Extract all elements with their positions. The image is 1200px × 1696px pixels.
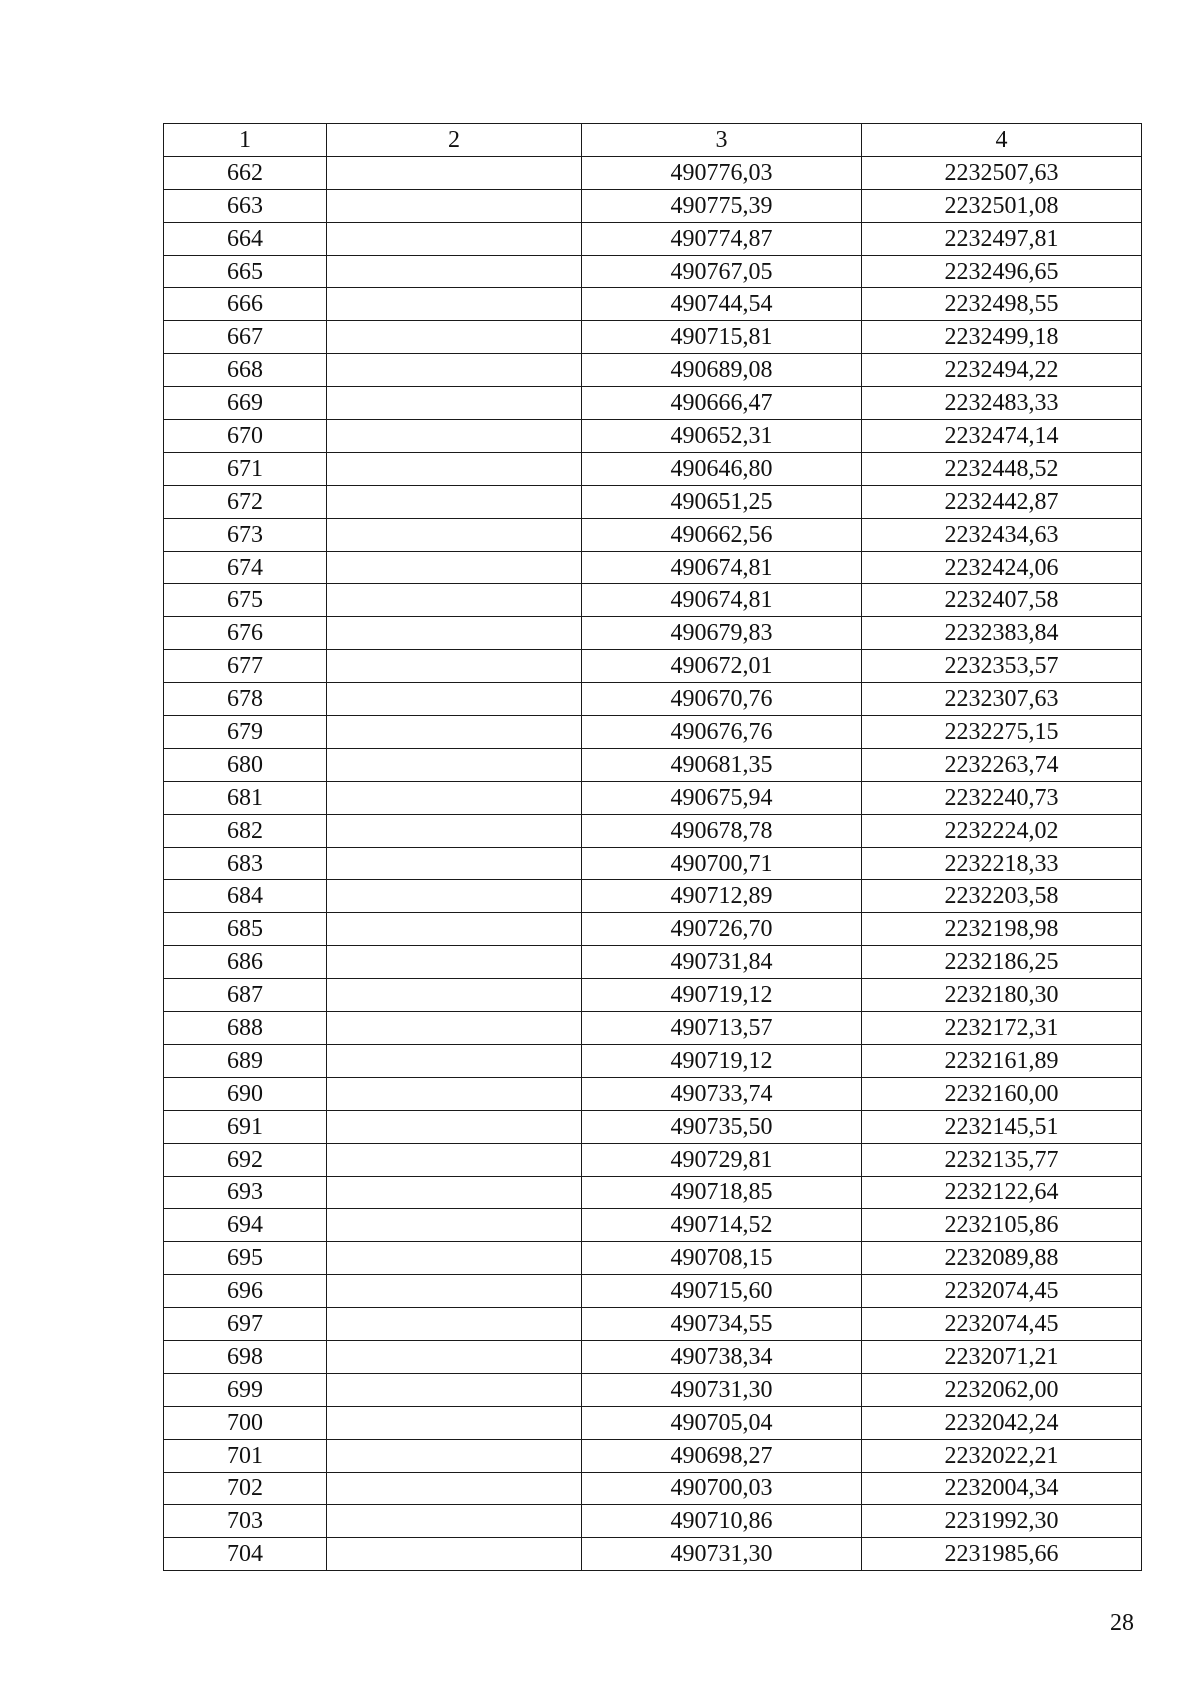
table-row (164, 420, 1142, 453)
x-coordinate-cell: 490767,05 (582, 255, 862, 288)
table-row (164, 1012, 1142, 1045)
description-cell (327, 156, 582, 189)
point-number-cell: 670 (164, 420, 327, 453)
y-coordinate-cell: 2232498,55 (862, 288, 1142, 321)
point-number-cell: 695 (164, 1242, 327, 1275)
description-cell (327, 1012, 582, 1045)
point-number-cell: 664 (164, 222, 327, 255)
point-number-cell: 693 (164, 1176, 327, 1209)
table-row (164, 1242, 1142, 1275)
x-coordinate-cell: 490651,25 (582, 485, 862, 518)
point-number-cell: 697 (164, 1308, 327, 1341)
x-coordinate-cell: 490675,94 (582, 781, 862, 814)
x-coordinate-cell: 490674,81 (582, 551, 862, 584)
x-coordinate-cell: 490718,85 (582, 1176, 862, 1209)
description-cell (327, 321, 582, 354)
x-coordinate-cell: 490776,03 (582, 156, 862, 189)
x-coordinate-cell: 490715,60 (582, 1275, 862, 1308)
x-coordinate-cell: 490705,04 (582, 1406, 862, 1439)
table-row (164, 880, 1142, 913)
table-row (164, 255, 1142, 288)
point-number-cell: 676 (164, 617, 327, 650)
table-row (164, 387, 1142, 420)
x-coordinate-cell: 490734,55 (582, 1308, 862, 1341)
y-coordinate-cell: 2232383,84 (862, 617, 1142, 650)
point-number-cell: 672 (164, 485, 327, 518)
table-row (164, 1439, 1142, 1472)
description-cell (327, 222, 582, 255)
x-coordinate-cell: 490672,01 (582, 650, 862, 683)
table-row (164, 716, 1142, 749)
table-row (164, 485, 1142, 518)
table-row (164, 1340, 1142, 1373)
description-cell (327, 847, 582, 880)
x-coordinate-cell: 490676,76 (582, 716, 862, 749)
x-coordinate-cell: 490735,50 (582, 1110, 862, 1143)
point-number-cell: 694 (164, 1209, 327, 1242)
description-cell (327, 485, 582, 518)
point-number-cell: 690 (164, 1077, 327, 1110)
table-row (164, 748, 1142, 781)
y-coordinate-cell: 2232448,52 (862, 452, 1142, 485)
y-coordinate-cell: 2232145,51 (862, 1110, 1142, 1143)
y-coordinate-cell: 2232307,63 (862, 683, 1142, 716)
y-coordinate-cell: 2232424,06 (862, 551, 1142, 584)
point-number-cell: 662 (164, 156, 327, 189)
table-row (164, 617, 1142, 650)
y-coordinate-cell: 2232004,34 (862, 1472, 1142, 1505)
table-row (164, 1176, 1142, 1209)
point-number-cell: 691 (164, 1110, 327, 1143)
x-coordinate-cell: 490646,80 (582, 452, 862, 485)
point-number-cell: 702 (164, 1472, 327, 1505)
x-coordinate-cell: 490731,30 (582, 1538, 862, 1571)
y-coordinate-cell: 2232353,57 (862, 650, 1142, 683)
table-row (164, 683, 1142, 716)
x-coordinate-cell: 490744,54 (582, 288, 862, 321)
table-row (164, 1110, 1142, 1143)
point-number-cell: 675 (164, 584, 327, 617)
description-cell (327, 1209, 582, 1242)
point-number-cell: 683 (164, 847, 327, 880)
description-cell (327, 1472, 582, 1505)
point-number-cell: 665 (164, 255, 327, 288)
table-row (164, 354, 1142, 387)
description-cell (327, 255, 582, 288)
x-coordinate-cell: 490708,15 (582, 1242, 862, 1275)
description-cell (327, 354, 582, 387)
y-coordinate-cell: 2231985,66 (862, 1538, 1142, 1571)
x-coordinate-cell: 490698,27 (582, 1439, 862, 1472)
table-row (164, 1077, 1142, 1110)
table-row (164, 1472, 1142, 1505)
point-number-cell: 682 (164, 814, 327, 847)
description-cell (327, 551, 582, 584)
description-cell (327, 1373, 582, 1406)
y-coordinate-cell: 2232161,89 (862, 1044, 1142, 1077)
x-coordinate-cell: 490715,81 (582, 321, 862, 354)
point-number-cell: 674 (164, 551, 327, 584)
x-coordinate-cell: 490666,47 (582, 387, 862, 420)
y-coordinate-cell: 2232275,15 (862, 716, 1142, 749)
x-coordinate-cell: 490712,89 (582, 880, 862, 913)
point-number-cell: 667 (164, 321, 327, 354)
x-coordinate-cell: 490679,83 (582, 617, 862, 650)
description-cell (327, 1143, 582, 1176)
y-coordinate-cell: 2232499,18 (862, 321, 1142, 354)
x-coordinate-cell: 490731,84 (582, 946, 862, 979)
column-header-2: 2 (327, 124, 582, 157)
point-number-cell: 668 (164, 354, 327, 387)
description-cell (327, 1406, 582, 1439)
point-number-cell: 685 (164, 913, 327, 946)
x-coordinate-cell: 490726,70 (582, 913, 862, 946)
table-row (164, 979, 1142, 1012)
y-coordinate-cell: 2232407,58 (862, 584, 1142, 617)
table-row (164, 321, 1142, 354)
point-number-cell: 699 (164, 1373, 327, 1406)
point-number-cell: 687 (164, 979, 327, 1012)
description-cell (327, 1176, 582, 1209)
y-coordinate-cell: 2231992,30 (862, 1505, 1142, 1538)
description-cell (327, 584, 582, 617)
y-coordinate-cell: 2232122,64 (862, 1176, 1142, 1209)
y-coordinate-cell: 2232218,33 (862, 847, 1142, 880)
y-coordinate-cell: 2232022,21 (862, 1439, 1142, 1472)
description-cell (327, 946, 582, 979)
y-coordinate-cell: 2232434,63 (862, 518, 1142, 551)
x-coordinate-cell: 490738,34 (582, 1340, 862, 1373)
x-coordinate-cell: 490774,87 (582, 222, 862, 255)
description-cell (327, 518, 582, 551)
y-coordinate-cell: 2232071,21 (862, 1340, 1142, 1373)
table-row (164, 156, 1142, 189)
table-row (164, 946, 1142, 979)
y-coordinate-cell: 2232135,77 (862, 1143, 1142, 1176)
table-row (164, 814, 1142, 847)
table-row (164, 650, 1142, 683)
point-number-cell: 671 (164, 452, 327, 485)
x-coordinate-cell: 490662,56 (582, 518, 862, 551)
description-cell (327, 913, 582, 946)
point-number-cell: 678 (164, 683, 327, 716)
y-coordinate-cell: 2232497,81 (862, 222, 1142, 255)
description-cell (327, 452, 582, 485)
description-cell (327, 189, 582, 222)
y-coordinate-cell: 2232263,74 (862, 748, 1142, 781)
description-cell (327, 683, 582, 716)
description-cell (327, 716, 582, 749)
point-number-cell: 680 (164, 748, 327, 781)
y-coordinate-cell: 2232172,31 (862, 1012, 1142, 1045)
y-coordinate-cell: 2232496,65 (862, 255, 1142, 288)
table-row (164, 1538, 1142, 1571)
description-cell (327, 1275, 582, 1308)
table-row (164, 222, 1142, 255)
description-cell (327, 1538, 582, 1571)
description-cell (327, 387, 582, 420)
column-header-1: 1 (164, 124, 327, 157)
x-coordinate-cell: 490733,74 (582, 1077, 862, 1110)
y-coordinate-cell: 2232042,24 (862, 1406, 1142, 1439)
table-body (164, 156, 1142, 1570)
y-coordinate-cell: 2232474,14 (862, 420, 1142, 453)
table-row (164, 1275, 1142, 1308)
table-row (164, 1406, 1142, 1439)
point-number-cell: 669 (164, 387, 327, 420)
description-cell (327, 880, 582, 913)
x-coordinate-cell: 490775,39 (582, 189, 862, 222)
y-coordinate-cell: 2232203,58 (862, 880, 1142, 913)
description-cell (327, 1110, 582, 1143)
point-number-cell: 681 (164, 781, 327, 814)
table-row (164, 551, 1142, 584)
table-row (164, 781, 1142, 814)
point-number-cell: 689 (164, 1044, 327, 1077)
point-number-cell: 703 (164, 1505, 327, 1538)
table-row (164, 847, 1142, 880)
description-cell (327, 288, 582, 321)
table-row (164, 1505, 1142, 1538)
table-row (164, 189, 1142, 222)
table-row (164, 1143, 1142, 1176)
y-coordinate-cell: 2232186,25 (862, 946, 1142, 979)
point-number-cell: 663 (164, 189, 327, 222)
point-number-cell: 698 (164, 1340, 327, 1373)
description-cell (327, 1308, 582, 1341)
point-number-cell: 684 (164, 880, 327, 913)
page-number: 28 (1110, 1610, 1134, 1636)
point-number-cell: 666 (164, 288, 327, 321)
point-number-cell: 692 (164, 1143, 327, 1176)
table-row (164, 452, 1142, 485)
y-coordinate-cell: 2232240,73 (862, 781, 1142, 814)
x-coordinate-cell: 490670,76 (582, 683, 862, 716)
description-cell (327, 1242, 582, 1275)
point-number-cell: 696 (164, 1275, 327, 1308)
y-coordinate-cell: 2232442,87 (862, 485, 1142, 518)
x-coordinate-cell: 490729,81 (582, 1143, 862, 1176)
description-cell (327, 1340, 582, 1373)
description-cell (327, 979, 582, 1012)
x-coordinate-cell: 490700,03 (582, 1472, 862, 1505)
table-row (164, 913, 1142, 946)
x-coordinate-cell: 490719,12 (582, 1044, 862, 1077)
point-number-cell: 673 (164, 518, 327, 551)
x-coordinate-cell: 490713,57 (582, 1012, 862, 1045)
description-cell (327, 1077, 582, 1110)
description-cell (327, 650, 582, 683)
x-coordinate-cell: 490710,86 (582, 1505, 862, 1538)
table-row (164, 1373, 1142, 1406)
y-coordinate-cell: 2232074,45 (862, 1308, 1142, 1341)
description-cell (327, 617, 582, 650)
coordinates-table (163, 123, 1142, 1571)
description-cell (327, 1439, 582, 1472)
x-coordinate-cell: 490674,81 (582, 584, 862, 617)
y-coordinate-cell: 2232062,00 (862, 1373, 1142, 1406)
x-coordinate-cell: 490714,52 (582, 1209, 862, 1242)
table-header-row (164, 124, 1142, 157)
y-coordinate-cell: 2232198,98 (862, 913, 1142, 946)
description-cell (327, 1044, 582, 1077)
point-number-cell: 686 (164, 946, 327, 979)
x-coordinate-cell: 490700,71 (582, 847, 862, 880)
y-coordinate-cell: 2232507,63 (862, 156, 1142, 189)
table-row (164, 1209, 1142, 1242)
x-coordinate-cell: 490689,08 (582, 354, 862, 387)
y-coordinate-cell: 2232494,22 (862, 354, 1142, 387)
table-row (164, 288, 1142, 321)
column-header-4: 4 (862, 124, 1142, 157)
description-cell (327, 1505, 582, 1538)
description-cell (327, 748, 582, 781)
y-coordinate-cell: 2232224,02 (862, 814, 1142, 847)
point-number-cell: 701 (164, 1439, 327, 1472)
description-cell (327, 781, 582, 814)
x-coordinate-cell: 490719,12 (582, 979, 862, 1012)
y-coordinate-cell: 2232180,30 (862, 979, 1142, 1012)
y-coordinate-cell: 2232074,45 (862, 1275, 1142, 1308)
x-coordinate-cell: 490678,78 (582, 814, 862, 847)
point-number-cell: 704 (164, 1538, 327, 1571)
x-coordinate-cell: 490681,35 (582, 748, 862, 781)
point-number-cell: 679 (164, 716, 327, 749)
y-coordinate-cell: 2232501,08 (862, 189, 1142, 222)
point-number-cell: 700 (164, 1406, 327, 1439)
table-row (164, 1044, 1142, 1077)
y-coordinate-cell: 2232105,86 (862, 1209, 1142, 1242)
description-cell (327, 814, 582, 847)
table-row (164, 584, 1142, 617)
y-coordinate-cell: 2232089,88 (862, 1242, 1142, 1275)
table-row (164, 1308, 1142, 1341)
description-cell (327, 420, 582, 453)
x-coordinate-cell: 490652,31 (582, 420, 862, 453)
x-coordinate-cell: 490731,30 (582, 1373, 862, 1406)
point-number-cell: 677 (164, 650, 327, 683)
point-number-cell: 688 (164, 1012, 327, 1045)
y-coordinate-cell: 2232160,00 (862, 1077, 1142, 1110)
column-header-3: 3 (582, 124, 862, 157)
table-row (164, 518, 1142, 551)
y-coordinate-cell: 2232483,33 (862, 387, 1142, 420)
